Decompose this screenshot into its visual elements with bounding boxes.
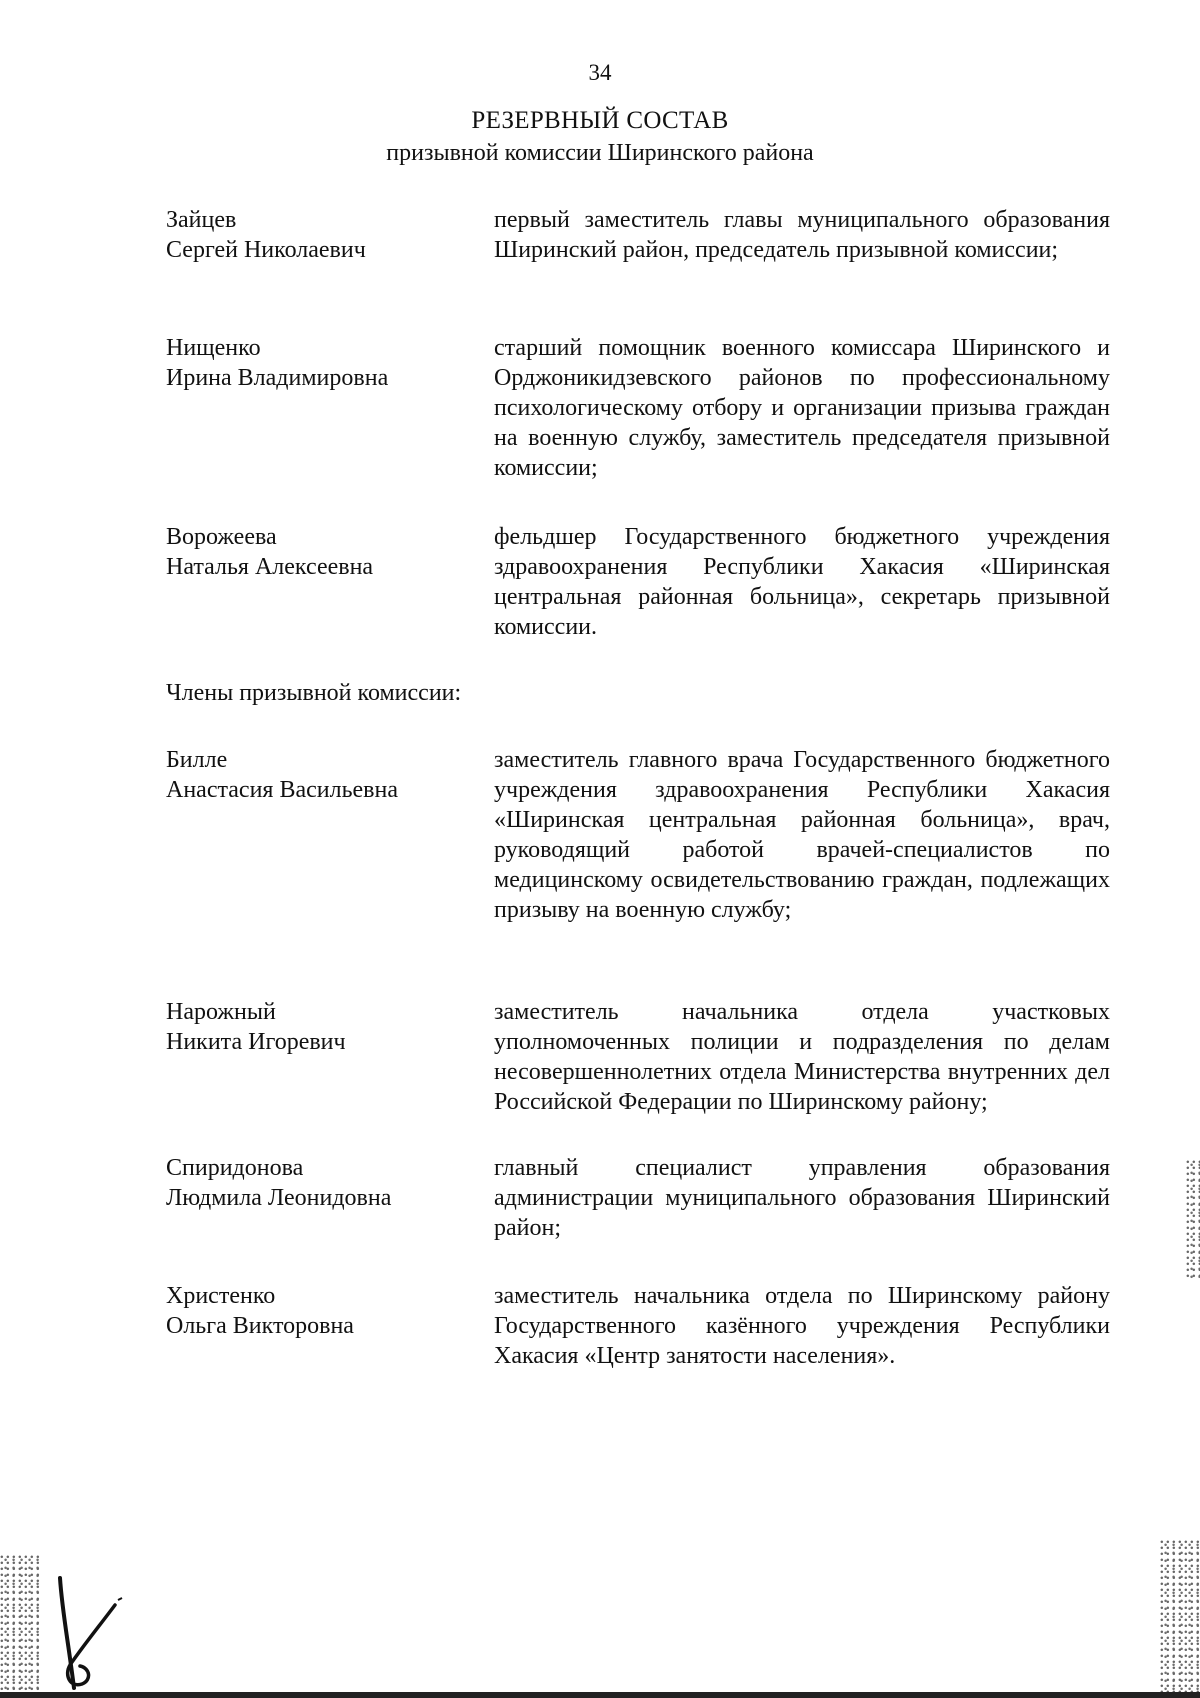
person-name — [166, 745, 486, 805]
person-role: заместитель начальника отдела участковых уполномоченных полиции и подразделения по делам несовершеннолетних отдела Министерства внутренних дел Российской Федерации по Ширинскому району; — [494, 999, 1110, 1115]
person-given-names: Анастасия Васильевна — [166, 777, 399, 803]
person-surname: Ворожеева — [166, 524, 277, 550]
document-subtitle: призывной комиссии Ширинского района — [386, 140, 814, 166]
person-name — [166, 1153, 486, 1213]
person-name — [166, 997, 486, 1057]
person-role: первый заместитель главы муниципального образования Ширинский район, председатель призывной комиссии; — [494, 207, 1110, 263]
person-name — [166, 333, 486, 393]
page-number: 34 — [588, 60, 612, 85]
person-given-names: Людмила Леонидовна — [166, 1185, 392, 1211]
person-role: фельдшер Государственного бюджетного учреждения здравоохранения Республики Хакасия «Ширинская центральная районная больница», секретарь призывной комиссии. — [494, 524, 1110, 640]
handwritten-signature-mark — [40, 1570, 130, 1695]
scan-edge-noise — [1186, 1160, 1200, 1280]
person-given-names: Ольга Викторовна — [166, 1313, 354, 1339]
scan-corner-noise — [0, 1555, 40, 1692]
person-surname: Зайцев — [166, 207, 237, 233]
person-role: заместитель главного врача Государственного бюджетного учреждения здравоохранения Республики Хакасия «Ширинская центральная районная больница», врач, руководящий работой врачей-специалистов по медицинскому освидетельствованию граждан, подлежащих призыву на военную службу; — [494, 747, 1110, 923]
person-given-names: Сергей Николаевич — [166, 237, 366, 263]
person-role: заместитель начальника отдела по Ширинскому району Государственного казённого учреждения Республики Хакасия «Центр занятости населения». — [494, 1283, 1110, 1369]
person-name — [166, 1281, 486, 1341]
person-surname: Нищенко — [166, 335, 261, 361]
person-surname: Христенко — [166, 1283, 276, 1309]
person-role: главный специалист управления образования администрации муниципального образования Ширинский район; — [494, 1155, 1110, 1241]
person-given-names: Никита Игоревич — [166, 1029, 346, 1055]
scan-bottom-edge — [0, 1692, 1200, 1698]
person-surname: Билле — [166, 747, 228, 773]
scan-corner-noise — [1160, 1540, 1200, 1692]
person-surname: Нарожный — [166, 999, 276, 1025]
person-given-names: Наталья Алексеевна — [166, 554, 374, 580]
document-title: РЕЗЕРВНЫЙ СОСТАВ — [471, 107, 729, 134]
person-role: старший помощник военного комиссара Ширинского и Орджоникидзевского районов по профессиональному психологическому отбору и организации призыва граждан на военную службу, заместитель председателя призывной комиссии; — [494, 335, 1110, 481]
members-section-label: Члены призывной комиссии: — [166, 680, 462, 706]
person-given-names: Ирина Владимировна — [166, 365, 389, 391]
person-name — [166, 205, 486, 265]
person-surname: Спиридонова — [166, 1155, 304, 1181]
person-name — [166, 522, 486, 582]
